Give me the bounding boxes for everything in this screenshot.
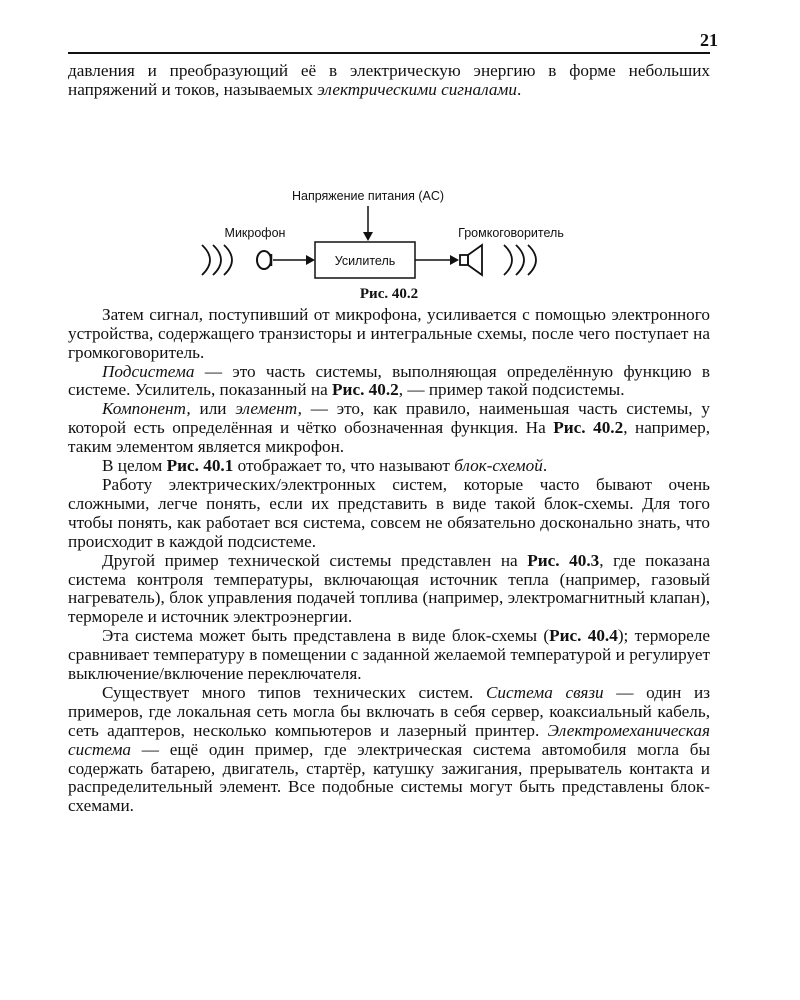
figure-ref: Рис. 40.4: [549, 626, 618, 646]
paragraph-system-types: [68, 684, 710, 816]
term-block-diagram: блок-схемой: [454, 456, 543, 476]
microphone-icon: [257, 251, 271, 269]
text-span: , где показана система контроля температуры, включающая источник тепла (например, газовый нагреватель), блок управления подачей топлива (например, электромагнитный клапан), термореле и источник электроэнергии.: [68, 550, 711, 627]
intro-term: электрическими сигналами: [317, 79, 517, 99]
block-diagram: [68, 100, 710, 285]
text-span: — один из примеров, где локальная сеть могла бы включать в себя сервер, коаксиальный кабель, сеть адаптеров, несколько компьютеров и лазерный принтер.: [68, 682, 710, 740]
text-span: — это часть системы, выполняющая определённую функцию в системе. Усилитель, показанный на: [68, 361, 710, 400]
loudspeaker-icon: [460, 245, 482, 275]
text-span: ); термореле сравнивает температуру в помещении с заданной желаемой температурой и регулирует выключение/включение переключателя.: [68, 626, 710, 684]
text-span: , — пример такой подсистемы.: [398, 380, 625, 400]
text-span: — это, как правило, наименьшая часть системы, у которой есть определённая и чётко обозначенная функция. На: [68, 399, 710, 438]
supply-label: Напряжение питания (AC): [291, 188, 445, 203]
paragraph-thermostat: [68, 627, 710, 684]
term-communication-system: Система связи: [485, 682, 604, 702]
mic-arrowhead: [306, 255, 315, 265]
speaker-arrowhead: [450, 255, 459, 265]
mic-label: Микрофон: [224, 225, 286, 240]
intro-paragraph: [68, 62, 710, 100]
figure-40-2: [68, 100, 710, 306]
figure-ref: Рис. 40.2: [332, 380, 399, 400]
text-span: , например, таким элементом является микрофон.: [68, 418, 710, 457]
text-span: отображает то, что называют: [233, 456, 455, 476]
amplifier-label: Усилитель: [334, 253, 396, 268]
paragraph-component: [68, 400, 710, 457]
intro-end: .: [517, 79, 522, 99]
term-element: элемент,: [235, 399, 302, 419]
term-subsystem: Подсистема: [102, 361, 195, 381]
paragraph-subsystem: [68, 363, 710, 401]
page-body: [68, 62, 710, 816]
supply-arrowhead: [363, 232, 373, 241]
paragraph-signal: Затем сигнал, поступивший от микрофона, усиливается с помощью электронного устройства, содержащего транзисторы и интегральные схемы, после чего поступает на громкоговоритель.: [68, 304, 710, 362]
term-component: Компонент,: [102, 399, 191, 419]
paragraph-complex-systems: Работу электрических/электронных систем, которые часто бывают очень сложными, легче понять, если их представить в виде такой блок-схемы. Для того чтобы понять, как работает вся система, совсем не обязательно досконально знать, что происходит в каждой подсистеме.: [68, 474, 710, 551]
speaker-label: Громкоговоритель: [458, 225, 564, 240]
text-span: Существует много типов технических систем.: [102, 682, 486, 702]
page-number: 21: [700, 30, 718, 50]
mic-sound-waves-icon: [202, 245, 232, 275]
figure-ref: Рис. 40.2: [553, 418, 624, 438]
paragraph-block-diagram: [68, 457, 710, 476]
text-span: — ещё один пример, где электрическая система автомобиля могла бы содержать батарею, двигатель, стартёр, катушку зажигания, прерыватель контакта и распределительный элемент. Все подобные системы могут быть представлены блок-схемами.: [68, 739, 710, 816]
intro-text: давления и преобразующий её в электрическую энергию в форме небольших напряжений и токов, называемых: [68, 61, 710, 99]
text-span: В целом: [102, 456, 167, 476]
term-electromechanical-system: Электромеханическая система: [68, 720, 710, 759]
text-span: Эта система может быть представлена в виде блок-схемы (: [102, 626, 550, 646]
text-span: или: [190, 399, 236, 419]
speaker-sound-waves-icon: [504, 245, 536, 275]
paragraph-temperature-system: [68, 552, 710, 628]
header-rule: [68, 52, 710, 54]
text-span: Другой пример технической системы представлен на: [102, 550, 528, 570]
figure-ref: Рис. 40.3: [527, 550, 600, 570]
figure-ref: Рис. 40.1: [166, 456, 234, 476]
figure-caption: Рис. 40.2: [359, 285, 419, 302]
text-span: .: [542, 456, 548, 476]
